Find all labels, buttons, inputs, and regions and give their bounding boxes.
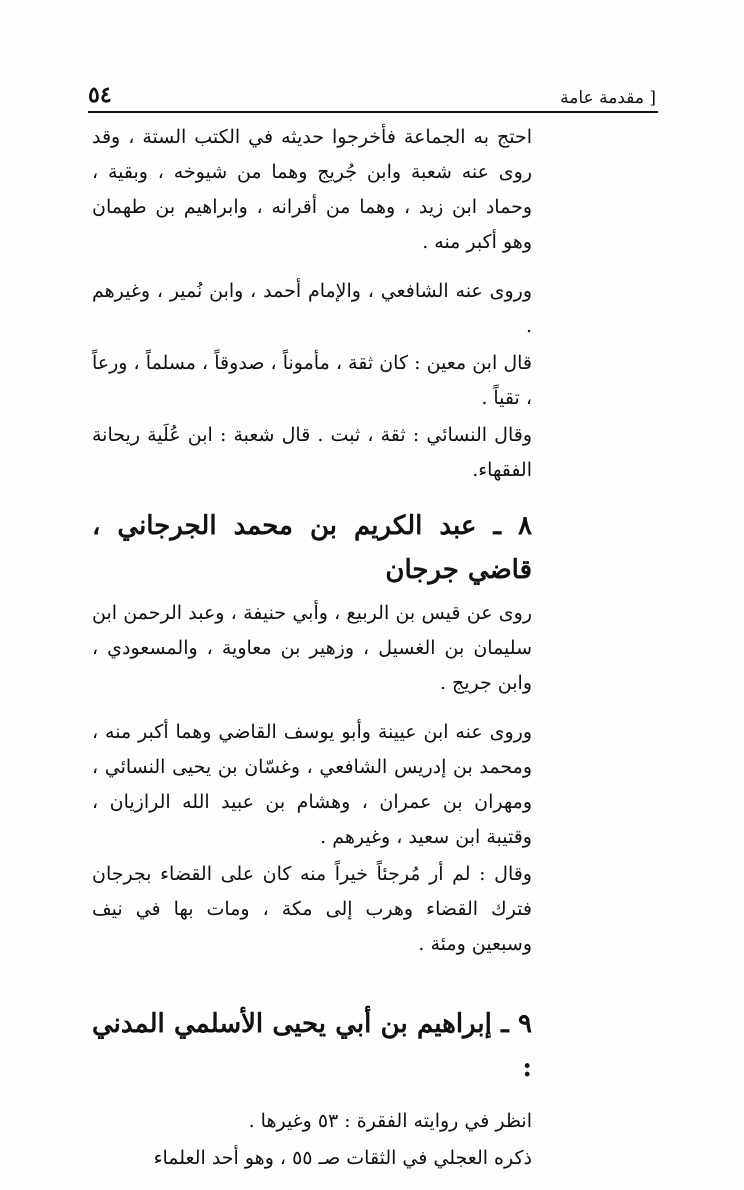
paragraph: ذكره العجلي في الثقات صـ ٥٥ ، وهو أحد العلماء	[153, 1147, 532, 1169]
paragraph: احتج به الجماعة فأخرجوا حديثه في الكتب الستة ، وقد روى عنه شعبة وابن جُريج وهما من شيوخه ، وبقية ، وحماد ابن زيد ، وهما من أقرانه ، وابراهيم بن طهمان وهو أكبر منه .	[92, 126, 532, 253]
page-body	[92, 120, 532, 1190]
paragraph: انظر في روايته الفقرة : ٥٣ وغيرها .	[248, 1110, 532, 1132]
page-number: ٥٤	[88, 82, 112, 108]
header-rule	[88, 111, 658, 113]
paragraph: روى عن قيس بن الربيع ، وأبي حنيفة ، وعبد الرحمن ابن سليمان بن الغسيل ، وزهير بن معاوية ، والمسعودي ، وابن جريج .	[92, 602, 532, 694]
page-header	[88, 68, 656, 108]
paragraph: وقال النسائي : ثقة ، ثبت . قال شعبة : ابن عُلَية ريحانة الفقهاء.	[92, 424, 532, 481]
paragraph: وروى عنه ابن عيينة وأبو يوسف القاضي وهما أكبر منه ، ومحمد بن إدريس الشافعي ، وغسّان بن يحيى النسائي ، ومهران بن عمران ، وهشام بن عبيد الله الرازيان ، وقتيبة ابن سعيد ، وغيرهم .	[92, 721, 532, 848]
paragraph: قال ابن معين : كان ثقة ، مأموناً ، صدوقاً ، مسلماً ، ورعاً ، تقياً .	[92, 352, 532, 409]
running-title: [ مقدمة عامة	[560, 88, 656, 108]
entry-heading-8: ٨ ـ عبد الكريم بن محمد الجرجاني ، قاضي جرجان	[92, 511, 532, 585]
paragraph: وقال : لم أر مُرجئاً خيراً منه كان على القضاء بجرجان فترك القضاء وهرب إلى مكة ، ومات بها في نيف وسبعين ومئة .	[92, 863, 532, 955]
paragraph: وروى عنه الشافعي ، والإمام أحمد ، وابن نُمير ، وغيرهم .	[92, 280, 532, 337]
entry-heading-9: ٩ ـ إبراهيم بن أبي يحيى الأسلمي المدني :	[92, 1009, 532, 1083]
